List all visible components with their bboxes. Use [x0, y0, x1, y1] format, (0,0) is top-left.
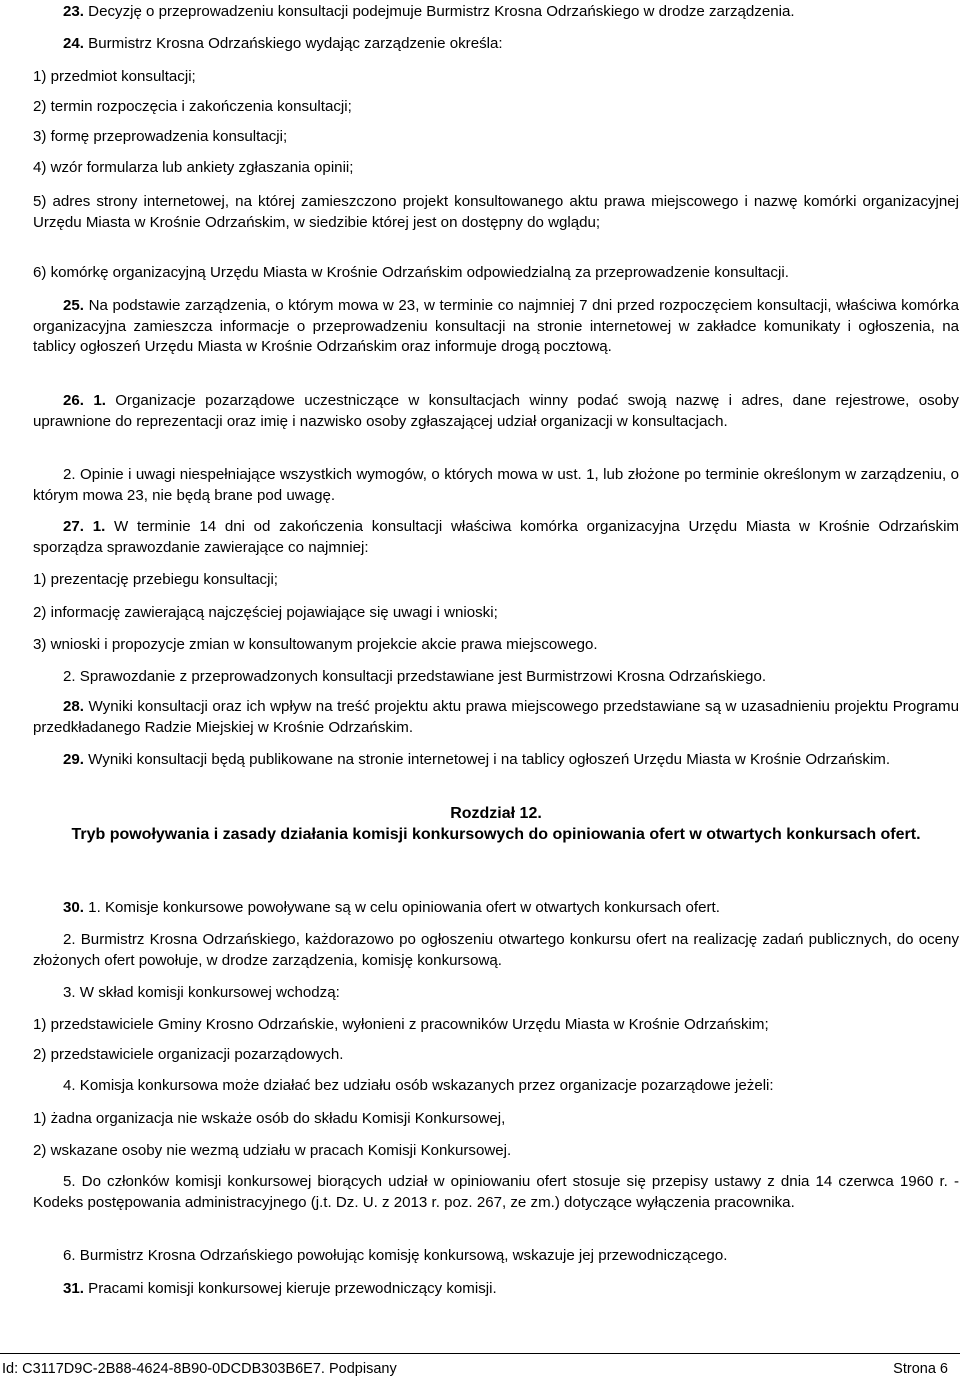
paragraph-number: 29.: [63, 751, 84, 768]
paragraph-27: 27. 1. W terminie 14 dni od zakończenia konsultacji właściwa komórka organizacyjna Urzędu Miasta w Krośnie Odrzańskim sporządza sprawozdanie zawierające co najmniej:: [33, 518, 959, 556]
paragraph-30-2: 2. Burmistrz Krosna Odrzańskiego, każdorazowo po ogłoszeniu otwartego konkursu ofert na realizację zadań publicznych, do oceny złożonych ofert powołuje, w drodze zarządzenia, komisję konkursową.: [33, 931, 959, 969]
paragraph-31: 31. Pracami komisji konkursowej kieruje przewodniczący komisji.: [63, 1280, 497, 1297]
list-item: 2) informację zawierającą najczęściej pojawiające się uwagi i wnioski;: [33, 604, 498, 621]
paragraph-30: 30. 1. Komisje konkursowe powoływane są w celu opiniowania ofert w otwartych konkursach ofert.: [63, 899, 720, 916]
list-item: 2) przedstawiciele organizacji pozarządowych.: [33, 1046, 344, 1063]
chapter-subtitle: Tryb powoływania i zasady działania komisji konkursowych do opiniowania ofert w otwartych konkursach ofert.: [71, 826, 921, 843]
paragraph-30-5: 5. Do członków komisji konkursowej biorących udział w opiniowaniu ofert stosuje się przepisy ustawy z dnia 14 czerwca 1960 r. - Kodeks postępowania administracyjnego (j.t. Dz. U. z 2013 r. poz. 267, ze zm.) dotyczące wyłączenia pracownika.: [33, 1173, 959, 1211]
list-item: 3) wnioski i propozycje zmian w konsultowanym projekcie akcie prawa miejscowego.: [33, 636, 598, 653]
paragraph-24: 24. Burmistrz Krosna Odrzańskiego wydając zarządzenie określa:: [63, 35, 503, 52]
page-number: Strona 6: [893, 1361, 948, 1377]
paragraph-30-3: 3. W skład komisji konkursowej wchodzą:: [63, 984, 340, 1001]
list-item: 2) termin rozpoczęcia i zakończenia konsultacji;: [33, 98, 352, 115]
list-item: 1) przedmiot konsultacji;: [33, 68, 196, 85]
list-item: 1) żadna organizacja nie wskaże osób do składu Komisji Konkursowej,: [33, 1110, 506, 1127]
chapter-title: Rozdział 12.: [450, 805, 542, 822]
paragraph-23: 23. Decyzję o przeprowadzeniu konsultacji podejmuje Burmistrz Krosna Odrzańskiego w drodze zarządzenia.: [63, 3, 795, 20]
paragraph-number: 30.: [63, 899, 84, 916]
paragraph-number: 25.: [63, 297, 84, 314]
paragraph-28: 28. Wyniki konsultacji oraz ich wpływ na treść projektu aktu prawa miejscowego przedstawiane są w uzasadnieniu projektu Programu przedkładanego Radzie Miejskiej w Krośnie Odrzańskim.: [33, 698, 959, 736]
document-id: Id: C3117D9C-2B88-4624-8B90-0DCDB303B6E7. Podpisany: [2, 1361, 397, 1377]
list-item: 1) prezentację przebiegu konsultacji;: [33, 571, 278, 588]
paragraph-number: 27. 1.: [63, 518, 106, 535]
paragraph-30-6: 6. Burmistrz Krosna Odrzańskiego powołując komisję konkursową, wskazuje jej przewodniczącego.: [63, 1247, 728, 1264]
paragraph-number: 26. 1.: [63, 392, 106, 409]
paragraph-25: 25. Na podstawie zarządzenia, o którym mowa w 23, w terminie co najmniej 7 dni przed rozpoczęciem konsultacji, właściwa komórka organizacyjna zamieszcza informacje o przeprowadzeniu konsultacji na stronie internetowej w zakładce komunikaty i ogłoszenia, na tablicy ogłoszeń Urzędu Miasta w Krośnie Odrzańskim oraz informuje drogą pocztową.: [33, 297, 959, 355]
paragraph-26-2: 2. Opinie i uwagi niespełniające wszystkich wymogów, o których mowa w ust. 1, lub złożone po terminie określonym w zarządzeniu, o którym mowa 23, nie będą brane pod uwagę.: [33, 466, 959, 504]
list-item: 6) komórkę organizacyjną Urzędu Miasta w Krośnie Odrzańskim odpowiedzialną za przeprowadzenie konsultacji.: [33, 264, 789, 281]
list-item: 5) adres strony internetowej, na której zamieszczono projekt konsultowanego aktu prawa miejscowego i nazwę komórki organizacyjnej Urzędu Miasta w Krośnie Odrzańskim, w siedzibie której jest on dostępny do wglądu;: [33, 193, 959, 231]
footer-divider: [0, 1353, 960, 1354]
page-footer: [0, 1359, 960, 1379]
paragraph-29: 29. Wyniki konsultacji będą publikowane na stronie internetowej i na tablicy ogłoszeń Urzędu Miasta w Krośnie Odrzańskim.: [63, 751, 891, 768]
list-item: 3) formę przeprowadzenia konsultacji;: [33, 128, 288, 145]
paragraph-number: 28.: [63, 698, 84, 715]
paragraph-number: 23.: [63, 3, 84, 20]
paragraph-30-4: 4. Komisja konkursowa może działać bez udziału osób wskazanych przez organizacje pozarządowe jeżeli:: [63, 1077, 774, 1094]
paragraph-number: 31.: [63, 1280, 84, 1297]
list-item: 2) wskazane osoby nie wezmą udziału w pracach Komisji Konkursowej.: [33, 1142, 512, 1159]
paragraph-26: 26. 1. Organizacje pozarządowe uczestniczące w konsultacjach winny podać swoją nazwę i adres, dane rejestrowe, osoby uprawnione do reprezentacji oraz imię i nazwisko osoby zgłaszającej udział organizacji w konsultacjach.: [33, 392, 959, 430]
paragraph-27-2: 2. Sprawozdanie z przeprowadzonych konsultacji przedstawiane jest Burmistrzowi Krosna Odrzańskiego.: [63, 668, 767, 685]
list-item: 4) wzór formularza lub ankiety zgłaszania opinii;: [33, 159, 354, 176]
paragraph-number: 24.: [63, 35, 84, 52]
list-item: 1) przedstawiciele Gminy Krosno Odrzańskie, wyłonieni z pracowników Urzędu Miasta w Krośnie Odrzańskim;: [33, 1016, 769, 1033]
